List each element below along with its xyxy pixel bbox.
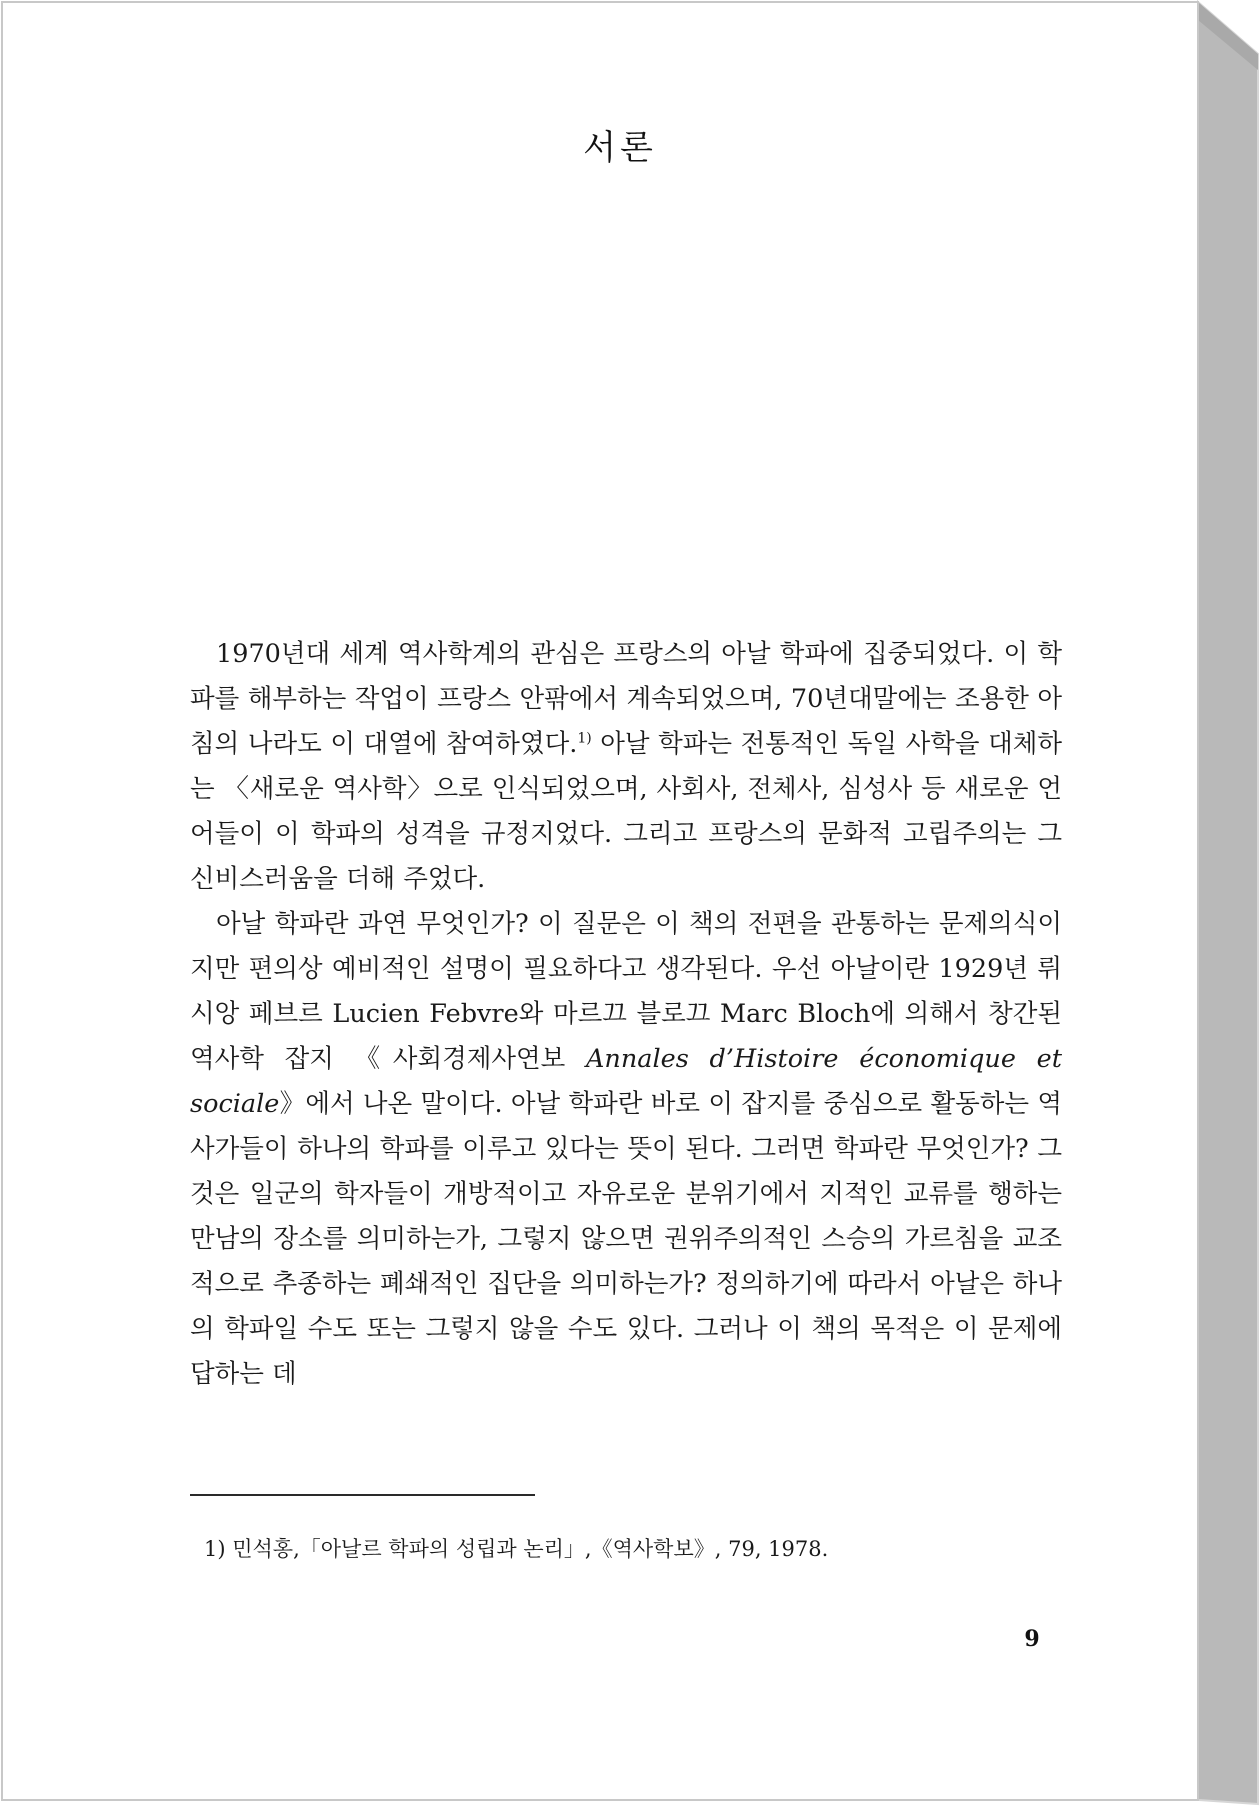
paragraph-text: 1970년대 세계 역사학계의 관심은 프랑스의 아날 학파에 집중되었다. 이 학파를 해부하는 작업이 프랑스 안팎에서 계속되었으며, 70년대말에는 조용한 아침의 나라도 이 대열에 참여하였다. xyxy=(190,639,1062,759)
paragraph-text: 》에서 나온 말이다. 아날 학파란 바로 이 잡지를 중심으로 활동하는 역사가들이 하나의 학파를 이루고 있다는 뜻이 된다. 그러면 학파란 무엇인가? 그것은 일군의 학자들이 개방적이고 자유로운 분위기에서 지적인 교류를 행하는 만남의 장소를 의미하는가, 그렇지 않으면 권위주의적인 스승의 가르침을 교조적으로 추종하는 폐쇄적인 집단을 의미하는가? 정의하기에 따라서 아날은 하나의 학파일 수도 또는 그렇지 않을 수도 있다. 그러나 이 책의 목적은 이 문제에 답하는 데 xyxy=(190,1089,1062,1389)
footnote-divider xyxy=(190,1494,535,1496)
chapter-title: 서론 xyxy=(583,128,657,168)
journal-title-italic: Annales d’Histoire économique et sociale xyxy=(190,1044,1062,1119)
book-page xyxy=(2,2,1198,1802)
paragraph-text: 아날 학파는 전통적인 독일 사학을 대체하는 〈새로운 역사학〉으로 인식되었으며, 사회사, 전체사, 심성사 등 새로운 언어들이 이 학파의 성격을 규정지었다. 그리고 프랑스의 문화적 고립주의는 그 신비스러움을 더해 주었다. xyxy=(190,729,1062,894)
page-number: 9 xyxy=(1024,1626,1040,1652)
paragraph-2 xyxy=(190,902,1062,1397)
footnote: 1) 민석홍,「아날르 학파의 성립과 논리」,《역사학보》, 79, 1978. xyxy=(204,1537,829,1561)
paragraph-1 xyxy=(190,632,1062,902)
body-text xyxy=(190,632,1062,1397)
paragraph-text: 아날 학파란 과연 무엇인가? 이 질문은 이 책의 전편을 관통하는 문제의식이지만 편의상 예비적인 설명이 필요하다고 생각된다. 우선 아날이란 1929년 뤼시앙 페브르 Lucien Febvre와 마르끄 블로끄 Marc Bloch에 의해서 창간된 역사학 잡지 《사회경제사연보 xyxy=(190,909,1062,1074)
footnote-reference: 1) xyxy=(577,730,592,747)
